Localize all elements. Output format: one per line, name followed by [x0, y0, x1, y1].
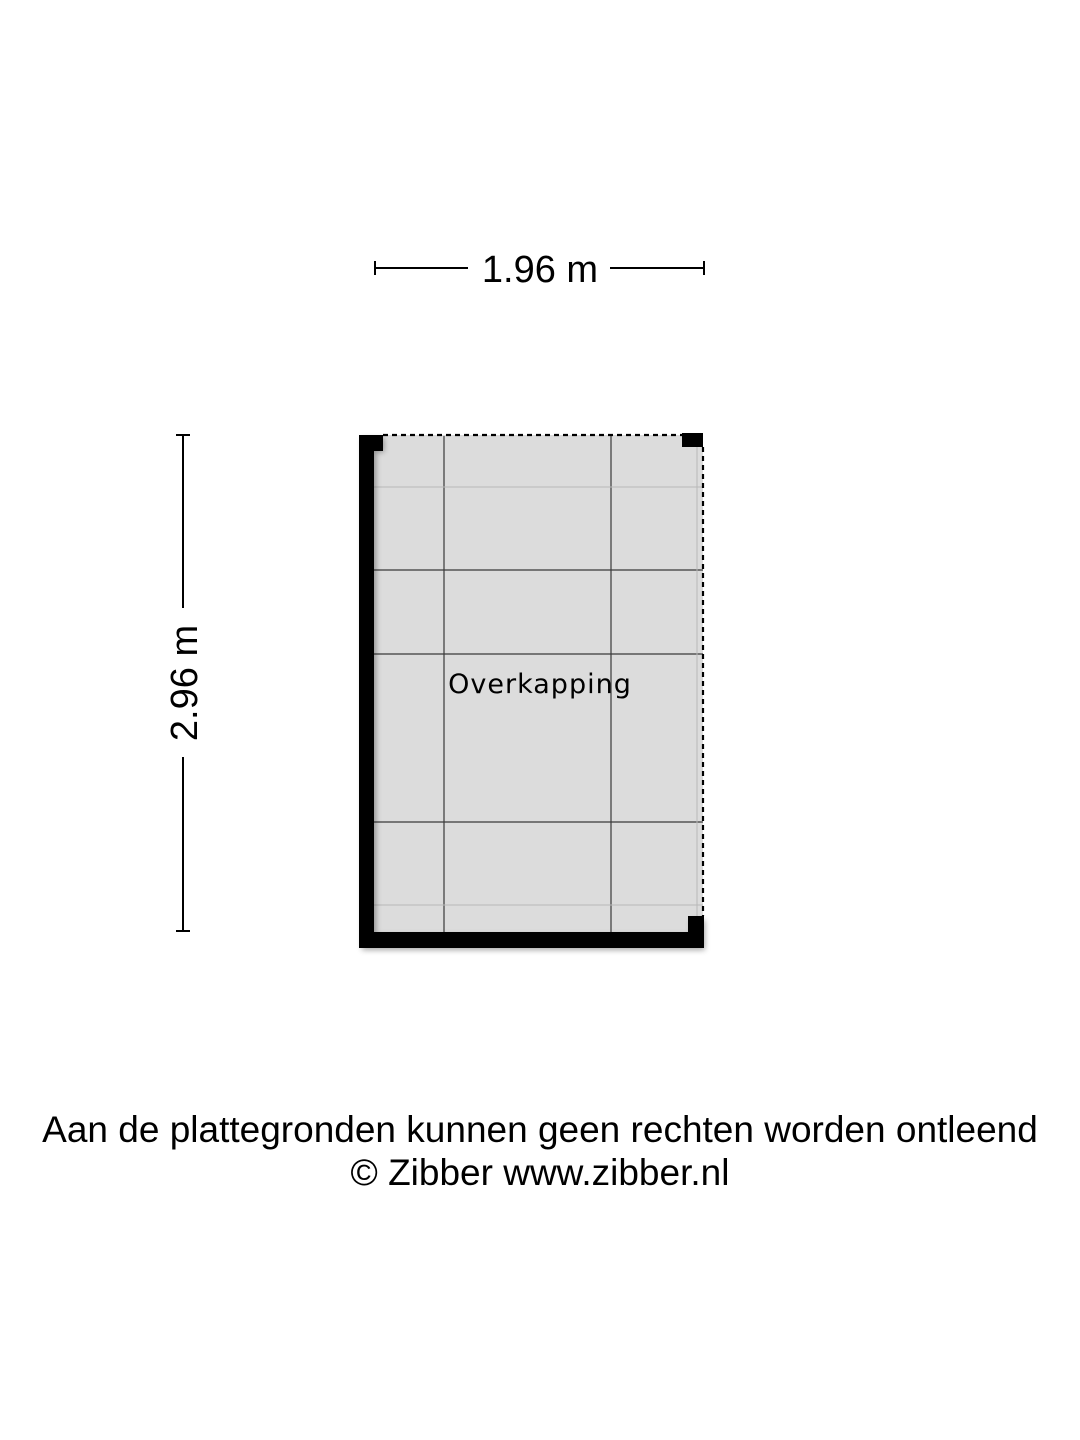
copyright-text: © Zibber www.zibber.nl [350, 1152, 730, 1193]
room-overkapping [359, 433, 705, 950]
height-dimension [164, 435, 206, 931]
height-dimension-label: 2.96 m [164, 624, 206, 742]
disclaimer-text: Aan de plattegronden kunnen geen rechten worden ontleend [42, 1109, 1038, 1150]
post-top-right [682, 433, 703, 447]
width-dimension-label: 1.96 m [481, 249, 599, 291]
room-label: Overkapping [448, 669, 632, 700]
width-dimension [375, 249, 704, 291]
